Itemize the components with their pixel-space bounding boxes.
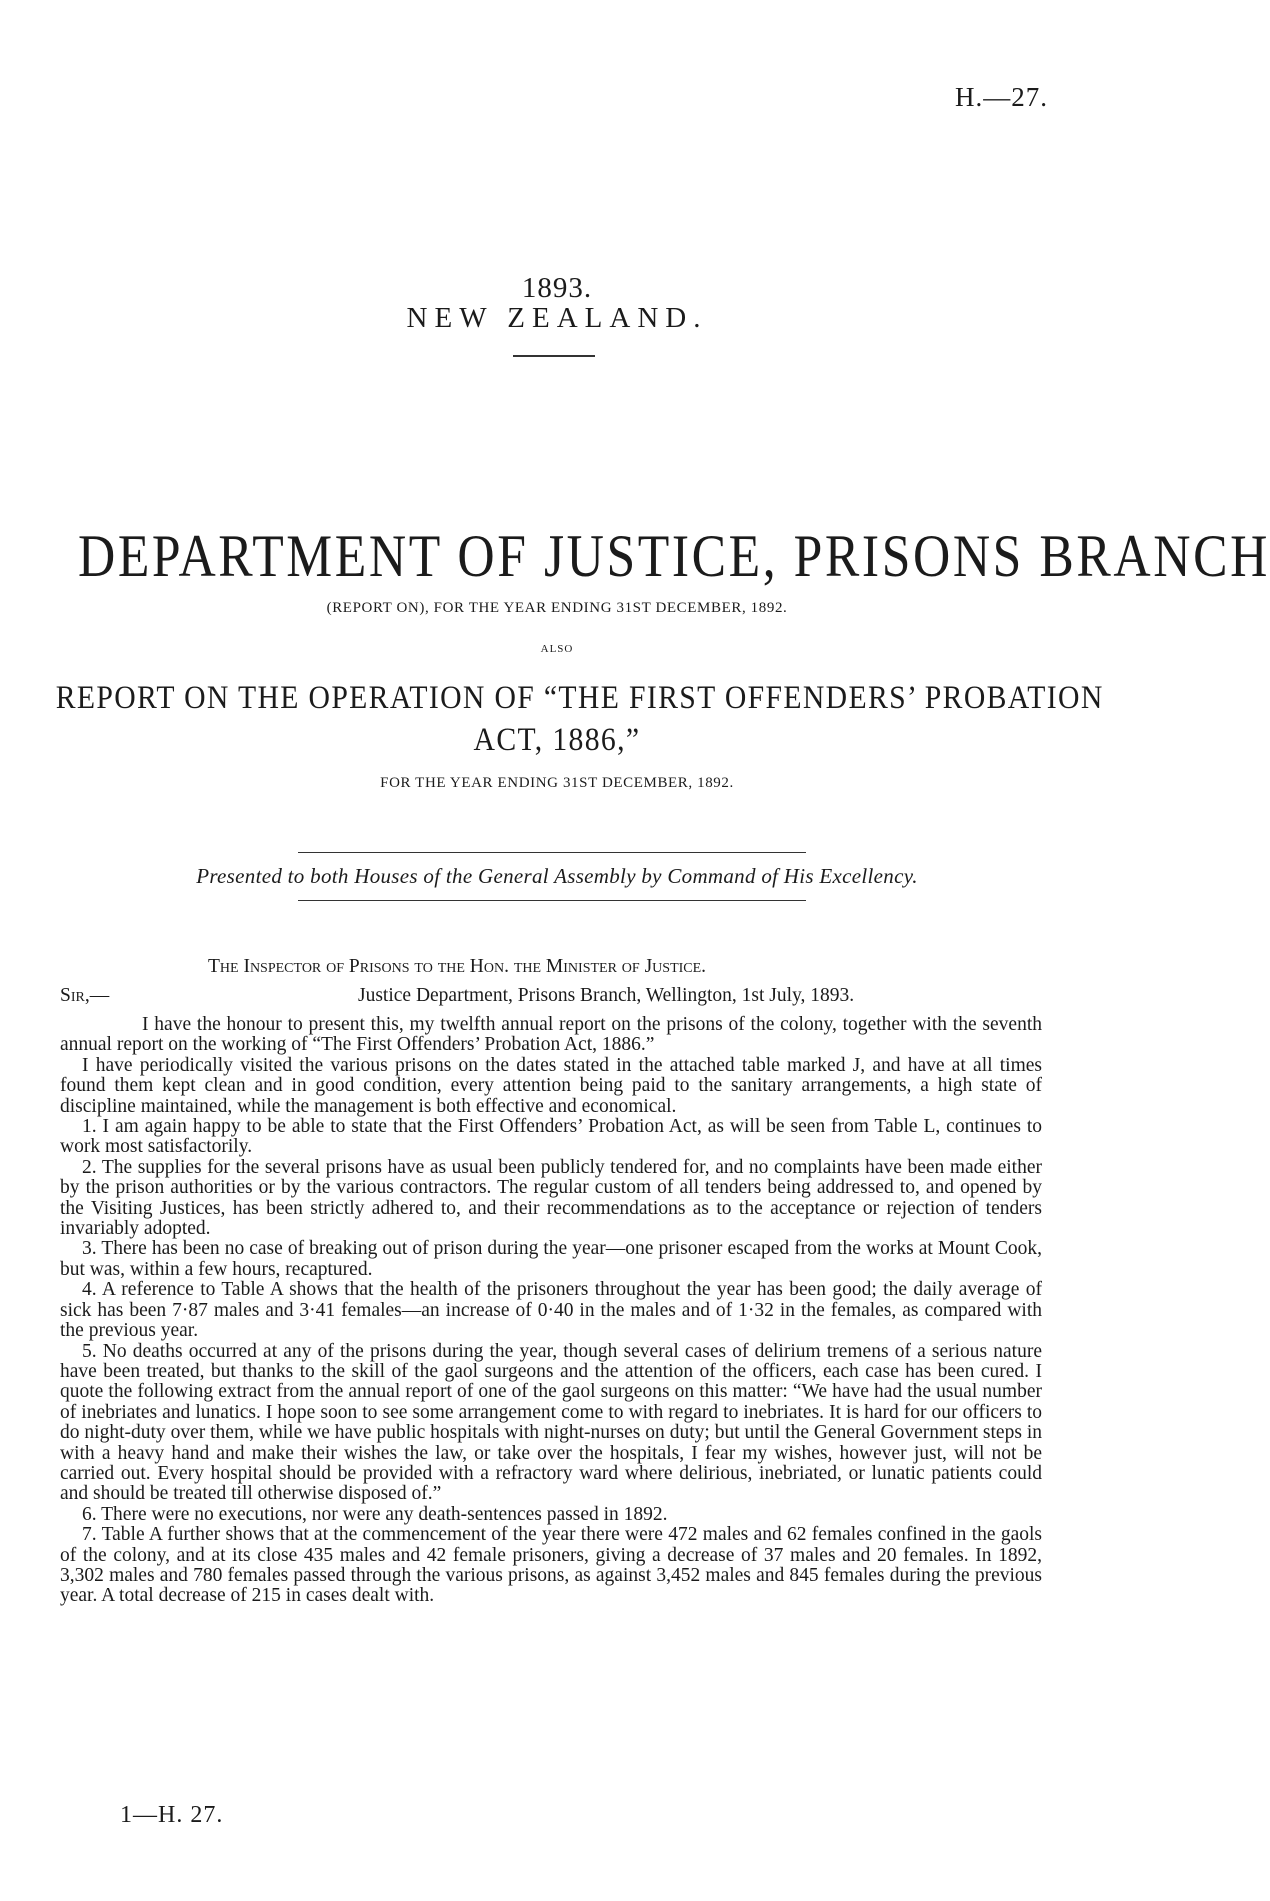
country-heading: NEW ZEALAND. — [406, 302, 708, 334]
paragraph-4: 4. A reference to Table A shows that the health of the prisoners throughout the year has been good; the daily average of sick has been 7·87 males and 3·41 females—an increase of 0·40 in the males and of 1·32 in the females, as compared with the previous year. — [60, 1279, 1042, 1342]
letter-body — [60, 1015, 1042, 1607]
letter-salutation: Sir,— — [60, 985, 110, 1006]
paragraph-6: 6. There were no executions, nor were any death-sentences passed in 1892. — [82, 1503, 668, 1525]
also-label: ALSO — [540, 643, 574, 655]
paragraph-1: 1. I am again happy to be able to state that the First Offenders’ Probation Act, as will be seen from Table L, continues to work most satisfactorily. — [60, 1116, 1042, 1158]
department-subtitle: (REPORT ON), FOR THE YEAR ENDING 31ST DECEMBER, 1892. — [326, 600, 788, 616]
short-rule-divider — [513, 355, 595, 357]
presented-rule-bottom — [298, 900, 806, 901]
presented-statement: Presented to both Houses of the General Assembly by Command of His Excellency. — [196, 864, 918, 888]
publication-year: 1893. — [521, 272, 593, 304]
report-title-line-1: REPORT ON THE OPERATION OF “THE FIRST OFFENDERS’ PROBATION — [55, 680, 1104, 716]
report-subtitle: FOR THE YEAR ENDING 31ST DECEMBER, 1892. — [380, 775, 734, 791]
report-title-line-2: ACT, 1886,” — [473, 722, 641, 758]
paragraph-intro: I have the honour to present this, my twelfth annual report on the prisons of the colony, together with the seventh annual report on the working of “The First Offenders’ Probation Act, 1886.” — [60, 1014, 1042, 1056]
paragraph-2: 2. The supplies for the several prisons have as usual been publicly tendered for, and no complaints have been made either by the prison authorities or by the various contractors. The regular custom of all tenders being addressed to, and opened by the Visiting Justices, has been strictly adhered to, and their recommendations as to the acceptance or rejection of tenders invariably adopted. — [60, 1156, 1042, 1240]
paragraph-3: 3. There has been no case of breaking out of prison during the year—one prisoner escaped from the works at Mount Cook, but was, within a few hours, recaptured. — [60, 1238, 1042, 1280]
letter-address-line: The Inspector of Prisons to the Hon. the Minister of Justice. — [208, 956, 707, 977]
department-title: DEPARTMENT OF JUSTICE, PRISONS BRANCH — [77, 523, 1270, 589]
page-reference: H.—27. — [955, 82, 1048, 112]
presented-rule-top — [298, 852, 806, 853]
paragraph-visits: I have periodically visited the various prisons on the dates stated in the attached table marked J, and have at all times found them kept clean and in good condition, every attention being paid to the sanitary arrangements, a high state of discipline maintained, while the management is both effective and economical. — [60, 1054, 1042, 1117]
page-signature: 1—H. 27. — [120, 1802, 224, 1828]
paragraph-5: 5. No deaths occurred at any of the prisons during the year, though several cases of delirium tremens of a serious nature have been treated, but thanks to the skill of the gaol surgeons and the attention of the officers, each case has been cured. I quote the following extract from the annual report of one of the gaol surgeons on this matter: “We have had the usual number of inebriates and lunatics. I hope soon to see some arrangement come to with regard to inebriates. It is hard for our officers to do night-duty over them, while we have public hospitals with night-nurses on duty; but until the General Government steps in with a heavy hand and make their wishes the law, or take over the hospitals, I fear my wishes, however just, will not be carried out. Every hospital should be provided with a refractory ward where delirious, inebriated, or lunatic patients could and should be treated till otherwise disposed of.” — [60, 1340, 1042, 1505]
letter-dateline: Justice Department, Prisons Branch, Wellington, 1st July, 1893. — [358, 985, 855, 1006]
paragraph-7: 7. Table A further shows that at the commencement of the year there were 472 males and 62 females confined in the gaols of the colony, and at its close 435 males and 42 female prisoners, giving a decrease of 37 males and 20 females. In 1892, 3,302 males and 780 females passed through the various prisons, as against 3,452 males and 845 females during the previous year. A total decrease of 215 in cases dealt with. — [60, 1524, 1042, 1607]
